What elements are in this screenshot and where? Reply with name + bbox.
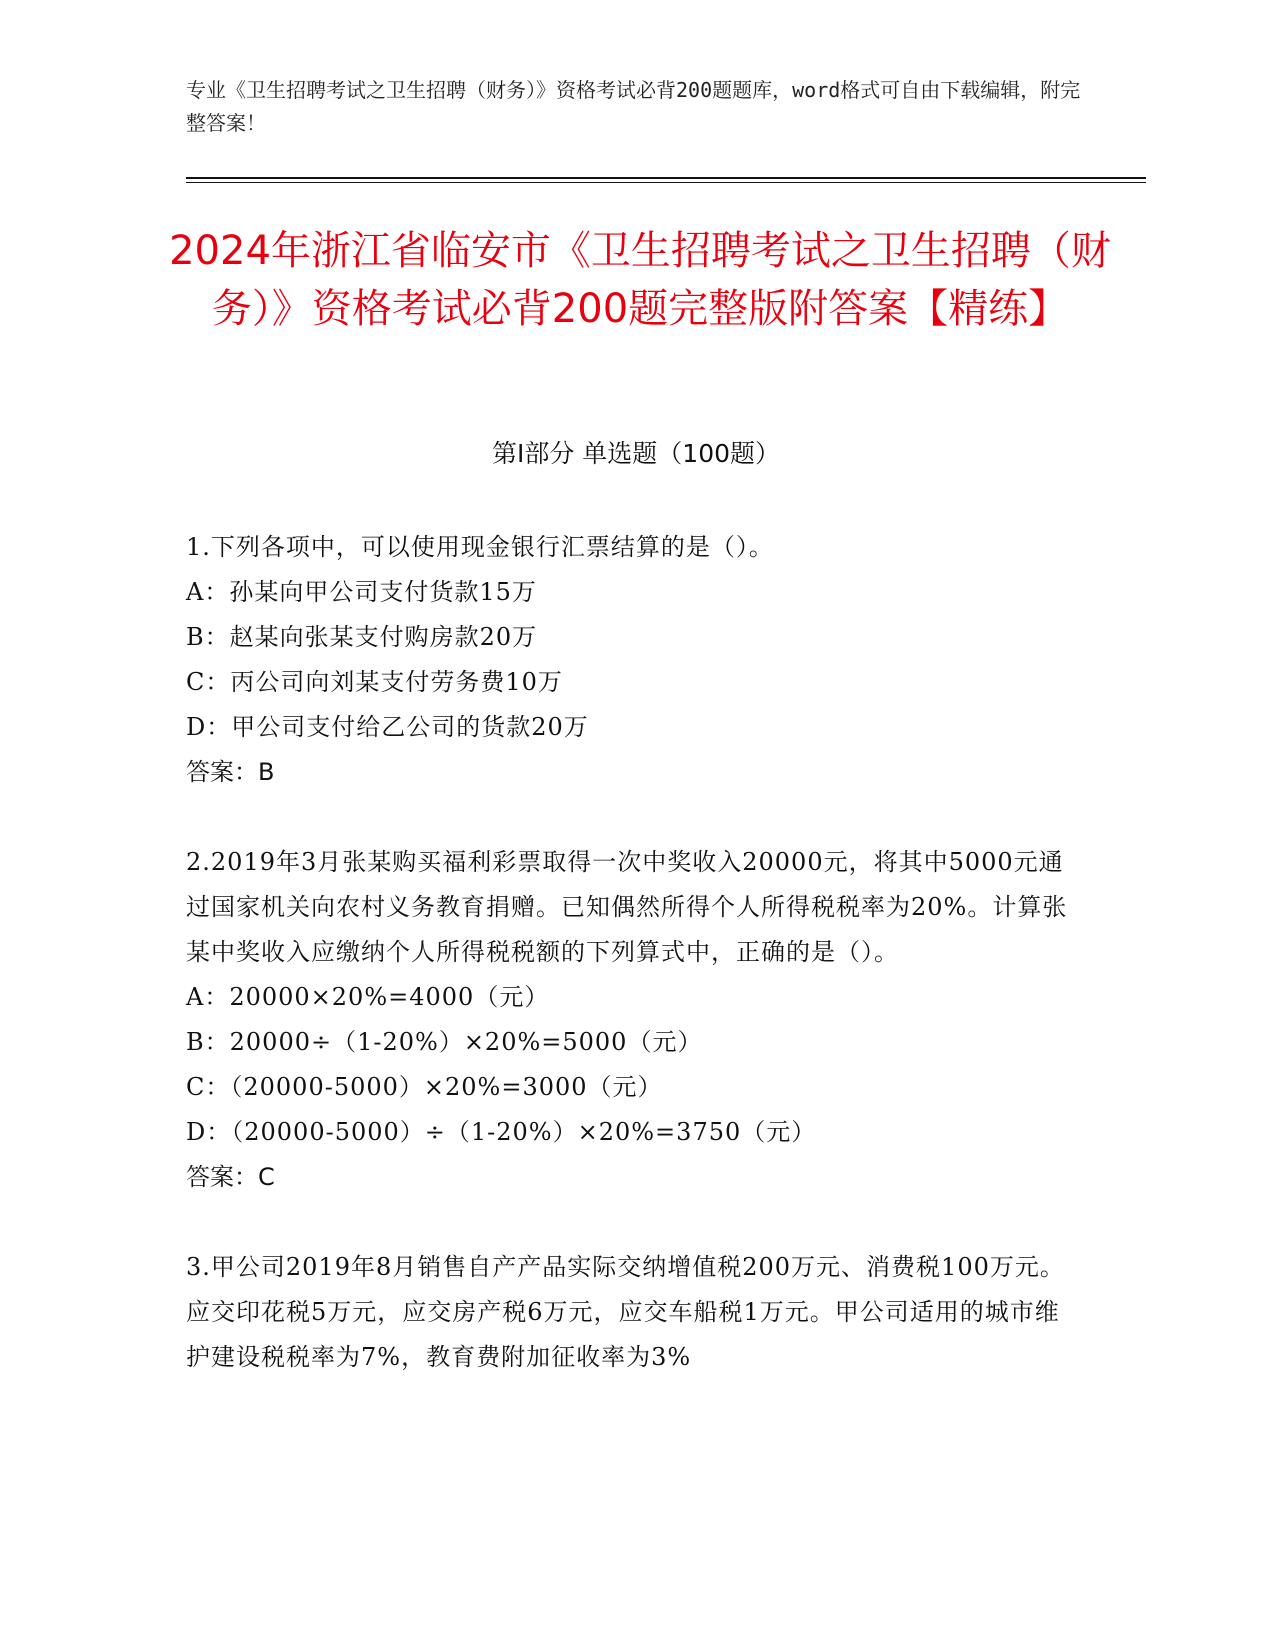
question-stem: 3.甲公司2019年8月销售自产产品实际交纳增值税200万元、消费税100万元。应交印花税5万元，应交房产税6万元，应交车船税1万元。甲公司适用的城市维护建设税税率为7%，教育费附加征收率为3%	[186, 1253, 1065, 1371]
answer: 答案：B	[186, 758, 275, 786]
answer: 答案：C	[186, 1163, 275, 1191]
option-b: B：赵某向张某支付购房款20万	[186, 623, 538, 651]
question-list	[186, 525, 1076, 1425]
question-1	[186, 525, 1076, 795]
question-stem: 1.下列各项中，可以使用现金银行汇票结算的是（）。	[186, 533, 774, 561]
option-b: B：20000÷（1-20%）×20%=5000（元）	[186, 1028, 703, 1056]
question-3	[186, 1245, 1076, 1380]
option-c: C：（20000-5000）×20%=3000（元）	[186, 1073, 663, 1101]
question-2	[186, 840, 1076, 1200]
header-divider-thick	[186, 177, 1146, 179]
header-note: 专业《卫生招聘考试之卫生招聘（财务）》资格考试必背200题题库，word格式可自由下载编辑，附完整答案！	[186, 78, 1081, 135]
section-heading: 第Ⅰ部分 单选题（100题）	[491, 439, 781, 468]
option-d: D：甲公司支付给乙公司的货款20万	[186, 713, 589, 741]
option-d: D：（20000-5000）÷（1-20%）×20%=3750（元）	[186, 1118, 817, 1146]
header-divider-thin	[186, 182, 1146, 183]
option-c: C：丙公司向刘某支付劳务费10万	[186, 668, 563, 696]
document-title: 2024年浙江省临安市《卫生招聘考试之卫生招聘（财务）》资格考试必背200题完整版附答案【精练】	[169, 228, 1111, 332]
question-stem: 2.2019年3月张某购买福利彩票取得一次中奖收入20000元，将其中5000元通过国家机关向农村义务教育捐赠。已知偶然所得个人所得税税率为20%。计算张某中奖收入应缴纳个人所得税税额的下列算式中，正确的是（）。	[186, 848, 1068, 966]
option-a: A：孙某向甲公司支付货款15万	[186, 578, 537, 606]
option-a: A：20000×20%=4000（元）	[186, 983, 550, 1011]
